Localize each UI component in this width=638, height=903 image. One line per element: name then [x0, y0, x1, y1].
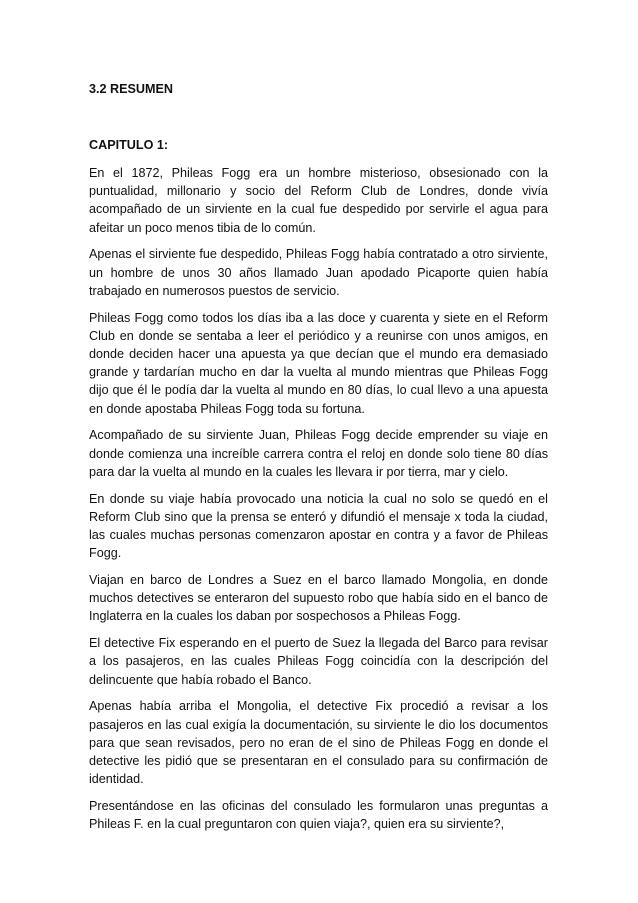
paragraph: En donde su viaje había provocado una noticia la cual no solo se quedó en el Reform Club sino que la prensa se enteró y difundió el mensaje x toda la ciudad, las cuales muchas personas comenzaron apostar en contra y a favor de Phileas Fogg.	[89, 491, 548, 561]
paragraph: El detective Fix esperando en el puerto de Suez la llegada del Barco para revisar a los pasajeros, en las cuales Phileas Fogg coincidía con la descripción del delincuente que había robado el Banco.	[89, 636, 548, 687]
paragraph: Presentándose en las oficinas del consulado les formularon unas preguntas a Phileas F. en la cual preguntaron con quien viaja?, quien era su sirviente?,	[89, 799, 548, 832]
paragraph: Viajan en barco de Londres a Suez en el barco llamado Mongolia, en donde muchos detectives se enteraron del supuesto robo que había sido en el banco de Inglaterra en la cuales los daban por sospechosos a Phileas Fogg.	[89, 573, 548, 624]
paragraph: En el 1872, Phileas Fogg era un hombre misterioso, obsesionado con la puntualidad, millonario y socio del Reform Club de Londres, donde vivía acompañado de un sirviente en la cual fue despedido por servirle el agua para afeitar un poco menos tibia de lo común.	[89, 166, 548, 235]
document-page	[89, 80, 548, 842]
paragraph: Acompañado de su sirviente Juan, Phileas Fogg decide emprender su viaje en donde comienza una increíble carrera contra el reloj en donde solo tiene 80 días para dar la vuelta al mundo en la cuales les llevara ir por tierra, mar y cielo.	[89, 428, 548, 479]
chapter-heading: CAPITULO 1:	[89, 138, 169, 152]
paragraph: Apenas había arriba el Mongolia, el detective Fix procedió a revisar a los pasajeros en las cual exigía la documentación, su sirviente le dio los documentos para que sean revisados, pero no eran de el sino de Phileas Fogg en donde el detective les pidió que se presentaran en el consulado para su confirmación de identidad.	[89, 699, 548, 787]
paragraph: Apenas el sirviente fue despedido, Phileas Fogg había contratado a otro sirviente, un hombre de unos 30 años llamado Juan apodado Picaporte quien había trabajado en numerosos puestos de servicio.	[89, 247, 548, 298]
paragraph: Phileas Fogg como todos los días iba a las doce y cuarenta y siete en el Reform Club en donde se sentaba a leer el periódico y a reunirse con unos amigos, en donde deciden hacer una apuesta ya que decían que el mundo era demasiado grande y tardarían mucho en dar la vuelta al mundo mientras que Phileas Fogg dijo que él le podía dar la vuelta al mundo en 80 días, lo cual llevo a una apuesta en donde apostaba Phileas Fogg toda su fortuna.	[89, 310, 548, 416]
section-heading: 3.2 RESUMEN	[89, 82, 173, 96]
